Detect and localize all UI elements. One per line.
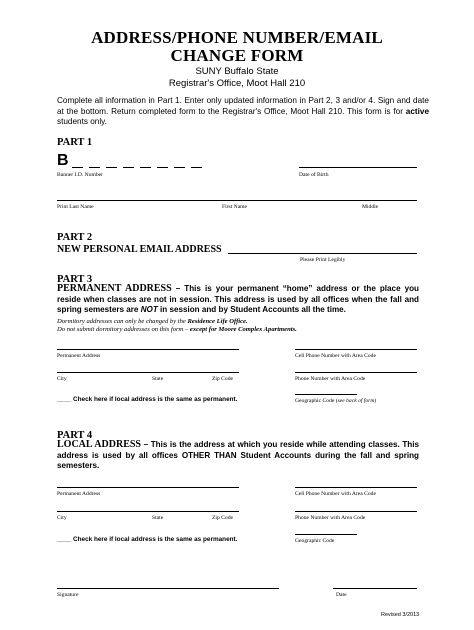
permanent-heading: PERMANENT ADDRESS <box>57 283 172 294</box>
part3-desc-tail: in session and by Student Accounts all the time. <box>157 305 346 314</box>
p3-same-checkbox[interactable]: ____ Check here if local address is the same as permanent. <box>57 396 238 403</box>
part4-desc: – This is the address at which you reside while attending classes. This address is used by all offices <box>57 440 419 460</box>
p4-city-state-zip-field[interactable] <box>57 511 239 512</box>
p4-geo-label: Geographic Code <box>295 538 335 544</box>
instructions <box>57 96 429 128</box>
part3-desc: – This is your permanent “home” address or the place you reside when classes are not in session. This address is used by all offices when the fall and spring semesters are <box>57 284 419 314</box>
p4-zip-label: Zip Code <box>212 515 233 521</box>
dorm-note-2-bold: except for Moore Complex Apartments. <box>189 326 297 333</box>
form-title-line1: ADDRESS/PHONE NUMBER/EMAIL <box>91 28 383 47</box>
p3-address-field[interactable] <box>57 349 239 350</box>
revised-note: Revised 3/2013 <box>381 612 420 618</box>
p4-state-label: State <box>152 515 164 521</box>
part3-label: PART 3 <box>57 274 93 285</box>
p4-address-field[interactable] <box>57 487 239 488</box>
p3-phone-label: Phone Number with Area Code <box>295 376 366 382</box>
org-name: SUNY Buffalo State <box>195 66 279 77</box>
signature-label: Signature <box>57 592 79 598</box>
middle-name-label: Middle <box>362 204 379 210</box>
email-field[interactable] <box>228 253 417 254</box>
part1-label: PART 1 <box>57 137 93 148</box>
instructions-active: active <box>405 106 429 116</box>
part3-not: NOT <box>140 305 158 314</box>
local-heading: LOCAL ADDRESS <box>57 439 141 450</box>
date-field[interactable] <box>333 588 417 589</box>
p4-city-label: City <box>57 515 67 521</box>
p4-phone-field[interactable] <box>295 511 417 512</box>
part3-description <box>57 284 419 316</box>
p3-geo-label-text: Geographic Code <box>295 398 335 404</box>
p3-city-state-zip-field[interactable] <box>57 372 239 373</box>
date-label: Date <box>336 592 347 598</box>
dorm-note-2 <box>57 326 419 335</box>
part4-desc-tail: Student Accounts during the fall and spring semesters. <box>57 450 419 470</box>
banner-id-label: Banner I.D. Number <box>57 172 103 178</box>
office-location: Registrar's Office, Moot Hall 210 <box>168 78 306 89</box>
instructions-tail: students only. <box>57 117 107 126</box>
p3-address-label: Permanent Address <box>57 353 101 359</box>
part4-other-than: OTHER THAN <box>181 450 237 460</box>
p4-geo-field[interactable] <box>295 534 357 535</box>
dorm-note-2-text: Do not submit dormitory addresses on this form – <box>57 326 190 333</box>
p3-city-label: City <box>57 376 67 382</box>
part4-description <box>57 440 419 472</box>
p4-same-checkbox[interactable]: ____ Check here if local address is the same as permanent. <box>57 536 238 543</box>
form-title-line2: CHANGE FORM <box>170 46 304 65</box>
dob-field[interactable] <box>299 167 417 168</box>
p3-phone-field[interactable] <box>295 372 417 373</box>
p3-zip-label: Zip Code <box>212 376 233 382</box>
instructions-text: Complete all information in Part 1. Enter only updated information in Part 2, 3 and/or 4. Sign and date at the bottom. Return completed form to the Registrar's Office, Moot Hall 210. This form is for <box>57 96 429 116</box>
p3-state-label: State <box>152 376 164 382</box>
last-name-label: Print Last Name <box>57 204 94 210</box>
p3-cell-field[interactable] <box>295 349 417 350</box>
p3-geo-field[interactable] <box>295 394 357 395</box>
email-heading: NEW PERSONAL EMAIL ADDRESS <box>57 244 222 255</box>
p3-geo-note: (see back of form) <box>335 398 377 404</box>
p4-address-label: Permanent Address <box>57 491 101 497</box>
first-name-label: First Name <box>222 204 248 210</box>
part2-label: PART 2 <box>57 232 93 243</box>
dob-label: Date of Birth <box>299 172 329 178</box>
dorm-note-1-bold: Residence Life Office. <box>187 318 248 325</box>
print-legibly-label: Please Print Legibly <box>300 257 346 263</box>
p3-geo-label <box>295 398 376 404</box>
p4-cell-label: Cell Phone Number with Area Code <box>295 491 376 497</box>
p3-cell-label: Cell Phone Number with Area Code <box>295 353 376 359</box>
p4-cell-field[interactable] <box>295 487 417 488</box>
part4-label: PART 4 <box>57 430 93 441</box>
banner-id-prefix: B <box>57 152 69 169</box>
dorm-note-1-text: Dormitory addresses can only be changed by the <box>57 318 188 325</box>
name-field[interactable] <box>57 200 417 201</box>
p4-phone-label: Phone Number with Area Code <box>295 515 366 521</box>
signature-field[interactable] <box>57 588 279 589</box>
